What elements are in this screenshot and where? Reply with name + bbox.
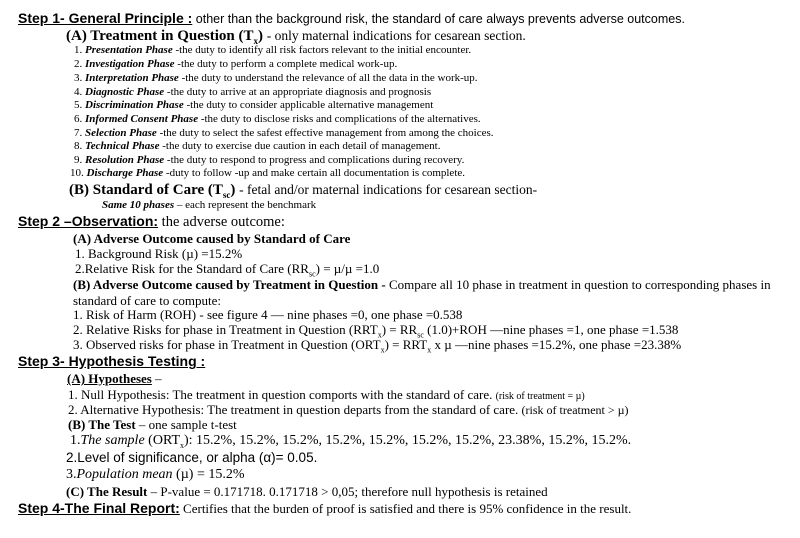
step3-a-line [67, 372, 162, 385]
phase-item: 4. Diagnostic Phase -the duty to arrive at an appropriate diagnosis and prognosis [74, 86, 432, 98]
same-phases-note: Same 10 phases – each represent the benchmark [102, 199, 317, 211]
test-alpha: 2.Level of significance, or alpha (α)= 0.05. [66, 450, 318, 465]
step2-a-heading: (A) Adverse Outcome caused by Standard of Care [73, 231, 351, 246]
step4-heading: Step 4-The Final Report: [18, 500, 180, 516]
step1-heading: Step 1- General Principle : [18, 10, 193, 26]
phase-item: 9. Resolution Phase -the duty to respond to progress and complications during recovery. [74, 154, 465, 166]
phase-item: 10. Discharge Phase -duty to follow -up and make certain all documentation is complete. [70, 167, 466, 179]
step2-text: the adverse outcome: [158, 214, 285, 230]
test-sample: 1.The sample $(ORT_x)$: 15.2%, 15.2%, 15.2%, 15.2%, 15.2%, 15.2%, 15.2%, 23.38%, 15.2%, 15.2%. [70, 433, 632, 450]
step2-b-heading: (B) Adverse Outcome caused by Treatment in Question - [73, 277, 386, 292]
step1-b-text: - fetal and/or maternal indications for cesarean section- [239, 182, 538, 197]
step1-a-text: - only maternal indications for cesarean section. [266, 28, 526, 43]
step2-b-item: 2. Relative Risks for phase in Treatment in Question $(RRT_x) = RR_{sc}$ (1.0)+ROH —nine phases =1, one phase =1.538 [73, 322, 679, 340]
step1-b-heading: (B) Standard of Care $(T_{sc})$ [69, 182, 236, 200]
step2-line [18, 214, 285, 230]
step2-a-item: 1. Background Risk (µ) =15.2% [75, 246, 243, 261]
phase-item: 5. Discrimination Phase -the duty to consider applicable alternative management [74, 99, 434, 111]
step2-b-text: Compare all 10 phase in treatment in question to corresponding phases in standard of care to compute: [73, 277, 771, 308]
step2-heading: Step 2 –Observation: [18, 213, 159, 229]
step2-b-line [73, 277, 795, 309]
hypothesis-alternative: 2. Alternative Hypothesis: The treatment in question departs from the standard of care. (risk of treatment > µ) [68, 402, 629, 417]
step1-a-heading: (A) Treatment in Question $(T_x)$ [66, 28, 263, 46]
phase-item: 8. Technical Phase -the duty to exercise due caution in each detail of management. [74, 140, 441, 152]
step3-a-heading: (A) Hypotheses [67, 371, 152, 386]
phase-item: 6. Informed Consent Phase -the duty to disclose risks and complications of the alternatives. [74, 113, 481, 125]
step3-heading: Step 3- Hypothesis Testing : [18, 353, 206, 369]
step3-a-dash: – [151, 371, 162, 386]
phase-item: 2. Investigation Phase -the duty to perform a complete medical work-up. [74, 58, 398, 70]
step3-b-line [68, 418, 237, 431]
step1-b-line [69, 183, 537, 200]
step2-a-item: 2.Relative Risk for the Standard of Care $(RR_{sc}) = \mu/\mu =1.0$ [75, 261, 380, 279]
step2-b-item: 1. Risk of Harm (ROH) - see figure 4 — nine phases =0, one phase =0.538 [73, 307, 463, 322]
step1-line [18, 11, 685, 27]
step3-c-line [66, 485, 548, 498]
step1-text: other than the background risk, the standard of care always prevents adverse outcomes. [195, 12, 685, 26]
phase-item: 7. Selection Phase -the duty to select the safest effective management from among the choices. [74, 127, 494, 139]
step4-line [18, 501, 631, 517]
step2-b-item: 3. Observed risks for phase in Treatment in Question $(ORT_x) = RRT_x$ x µ —nine phases =15.2%, one phase =23.38% [73, 337, 682, 355]
step3-c-text: – P-value = 0.171718. 0.171718 > 0,05; therefore null hypothesis is retained [147, 484, 548, 499]
test-population-mean: 3.Population mean (µ) = 15.2% [66, 467, 245, 482]
phase-item: 3. Interpretation Phase -the duty to understand the relevance of all the data in the work-up. [74, 72, 478, 84]
hypothesis-null: 1. Null Hypothesis: The treatment in question comports with the standard of care. (risk of treatment = µ) [68, 387, 585, 402]
step3-b-heading: (B) The Test [68, 417, 136, 432]
step3-b-text: – one sample t-test [135, 417, 237, 432]
step4-text: Certifies that the burden of proof is satisfied and there is 95% confidence in the result. [179, 501, 632, 516]
phase-item: 1. Presentation Phase -the duty to identify all risk factors relevant to the initial encounter. [74, 44, 472, 56]
step3-c-heading: (C) The Result [66, 484, 148, 499]
